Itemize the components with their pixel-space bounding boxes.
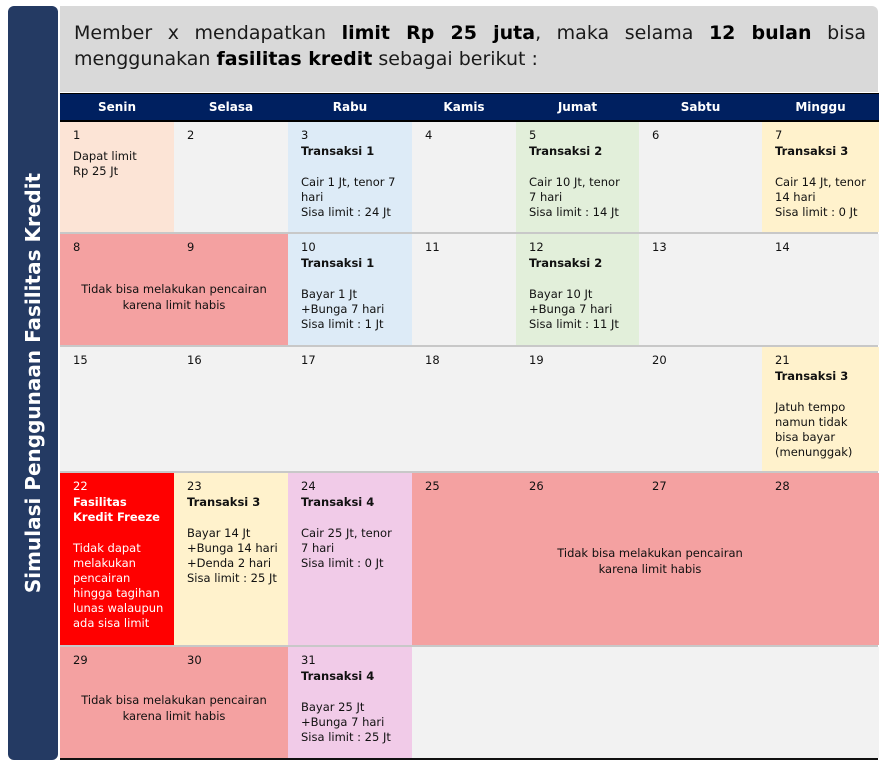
table-bottom-border bbox=[60, 758, 878, 760]
day-cell-22 bbox=[60, 473, 174, 645]
day-number: 10 bbox=[301, 240, 316, 254]
header-description bbox=[60, 6, 878, 92]
day-cell-16 bbox=[174, 347, 288, 471]
transaction-detail: Cair 14 Jt, tenor 14 hari Sisa limit : 0 Jt bbox=[775, 175, 866, 219]
day-header-rabu: Rabu bbox=[288, 93, 412, 122]
transaction-title: Transaksi 4 bbox=[301, 495, 375, 509]
day-number: 22 bbox=[73, 479, 88, 493]
header-text: Member x mendapatkan bbox=[74, 22, 342, 44]
day-header-minggu: Minggu bbox=[762, 93, 879, 122]
header-facility: fasilitas kredit bbox=[216, 48, 373, 70]
day-header-sabtu: Sabtu bbox=[639, 93, 762, 122]
day-header-kamis: Kamis bbox=[412, 93, 516, 122]
day-number: 19 bbox=[529, 353, 544, 367]
day-cell-7 bbox=[762, 122, 879, 232]
transaction-detail: Bayar 14 Jt +Bunga 14 hari +Denda 2 hari Sisa limit : 25 Jt bbox=[187, 526, 278, 585]
day-number: 3 bbox=[301, 128, 309, 142]
day-number: 17 bbox=[301, 353, 316, 367]
transaction-title: Transaksi 3 bbox=[775, 144, 849, 158]
transaction-detail: Bayar 10 Jt +Bunga 7 hari Sisa limit : 11 Jt bbox=[529, 287, 619, 331]
day-number: 27 bbox=[652, 479, 667, 493]
limit-exhausted-message: Tidak bisa melakukan pencairan karena limit habis bbox=[557, 546, 743, 576]
day-number: 25 bbox=[425, 479, 440, 493]
day-number: 28 bbox=[775, 479, 790, 493]
limit-exhausted-message: Tidak bisa melakukan pencairan karena limit habis bbox=[81, 282, 267, 312]
header-limit: limit Rp 25 juta bbox=[341, 22, 536, 44]
day-cell-6 bbox=[639, 122, 762, 232]
day-number: 24 bbox=[301, 479, 316, 493]
day-cell-15 bbox=[60, 347, 174, 471]
day-number: 6 bbox=[652, 128, 660, 142]
empty-cells bbox=[412, 647, 879, 758]
day-cell-21 bbox=[762, 347, 879, 471]
transaction-title: Transaksi 1 bbox=[301, 256, 375, 270]
day-number: 18 bbox=[425, 353, 440, 367]
day-cell-3 bbox=[288, 122, 412, 232]
transaction-detail: Bayar 25 Jt +Bunga 7 hari Sisa limit : 25 Jt bbox=[301, 700, 391, 744]
day-note: Dapat limit Rp 25 Jt bbox=[73, 149, 137, 178]
day-cell-11 bbox=[412, 234, 516, 345]
freeze-detail: Tidak dapat melakukan pencairan hingga tagihan lunas walaupun ada sisa limit bbox=[73, 541, 164, 630]
day-cell-12 bbox=[516, 234, 639, 345]
header-text: bisa menggunakan bbox=[74, 22, 866, 70]
freeze-title: Fasilitas Kredit Freeze bbox=[73, 495, 160, 524]
sidebar-panel bbox=[8, 6, 58, 760]
day-cell-18 bbox=[412, 347, 516, 471]
day-number: 15 bbox=[73, 353, 88, 367]
day-cell-2 bbox=[174, 122, 288, 232]
day-header-jumat: Jumat bbox=[516, 93, 639, 122]
transaction-title: Transaksi 3 bbox=[187, 495, 261, 509]
day-cell-24 bbox=[288, 473, 412, 645]
header-duration: 12 bulan bbox=[708, 22, 812, 44]
header-text: , maka selama bbox=[535, 22, 709, 44]
day-number: 11 bbox=[425, 240, 440, 254]
transaction-title: Transaksi 4 bbox=[301, 669, 375, 683]
day-cell-13 bbox=[639, 234, 762, 345]
day-number: 9 bbox=[187, 240, 195, 254]
day-cell-1 bbox=[60, 122, 174, 232]
day-cell-19 bbox=[516, 347, 639, 471]
transaction-detail: Bayar 1 Jt +Bunga 7 hari Sisa limit : 1 Jt bbox=[301, 287, 385, 331]
transaction-detail: Cair 1 Jt, tenor 7 hari Sisa limit : 24 Jt bbox=[301, 175, 396, 219]
day-number: 5 bbox=[529, 128, 537, 142]
day-number: 23 bbox=[187, 479, 202, 493]
transaction-detail: Cair 25 Jt, tenor 7 hari Sisa limit : 0 Jt bbox=[301, 526, 392, 570]
sidebar-title: Simulasi Penggunaan Fasilitas Kredit bbox=[21, 172, 45, 594]
day-number: 13 bbox=[652, 240, 667, 254]
day-number: 21 bbox=[775, 353, 790, 367]
day-number: 31 bbox=[301, 653, 316, 667]
day-number: 16 bbox=[187, 353, 202, 367]
day-number: 2 bbox=[187, 128, 195, 142]
day-number: 14 bbox=[775, 240, 790, 254]
day-cell-23 bbox=[174, 473, 288, 645]
day-number: 30 bbox=[187, 653, 202, 667]
day-number: 26 bbox=[529, 479, 544, 493]
transaction-title: Transaksi 2 bbox=[529, 256, 603, 270]
day-cell-4 bbox=[412, 122, 516, 232]
day-cell-31 bbox=[288, 647, 412, 758]
limit-exhausted-message: Tidak bisa melakukan pencairan karena limit habis bbox=[81, 693, 267, 723]
day-number: 4 bbox=[425, 128, 433, 142]
day-number: 7 bbox=[775, 128, 783, 142]
day-cell-20 bbox=[639, 347, 762, 471]
day-cell-10 bbox=[288, 234, 412, 345]
day-number: 29 bbox=[73, 653, 88, 667]
transaction-title: Transaksi 3 bbox=[775, 369, 849, 383]
transaction-title: Transaksi 1 bbox=[301, 144, 375, 158]
day-number: 12 bbox=[529, 240, 544, 254]
transaction-title: Transaksi 2 bbox=[529, 144, 603, 158]
day-number: 1 bbox=[73, 128, 81, 142]
day-number: 8 bbox=[73, 240, 81, 254]
day-header-senin: Senin bbox=[60, 93, 174, 122]
day-number: 20 bbox=[652, 353, 667, 367]
day-cell-17 bbox=[288, 347, 412, 471]
day-cell-14 bbox=[762, 234, 879, 345]
day-cell-5 bbox=[516, 122, 639, 232]
day-header-selasa: Selasa bbox=[174, 93, 288, 122]
transaction-detail: Jatuh tempo namun tidak bisa bayar (menunggak) bbox=[775, 400, 853, 459]
transaction-detail: Cair 10 Jt, tenor 7 hari Sisa limit : 14 Jt bbox=[529, 175, 620, 219]
header-text: sebagai berikut : bbox=[372, 48, 538, 70]
